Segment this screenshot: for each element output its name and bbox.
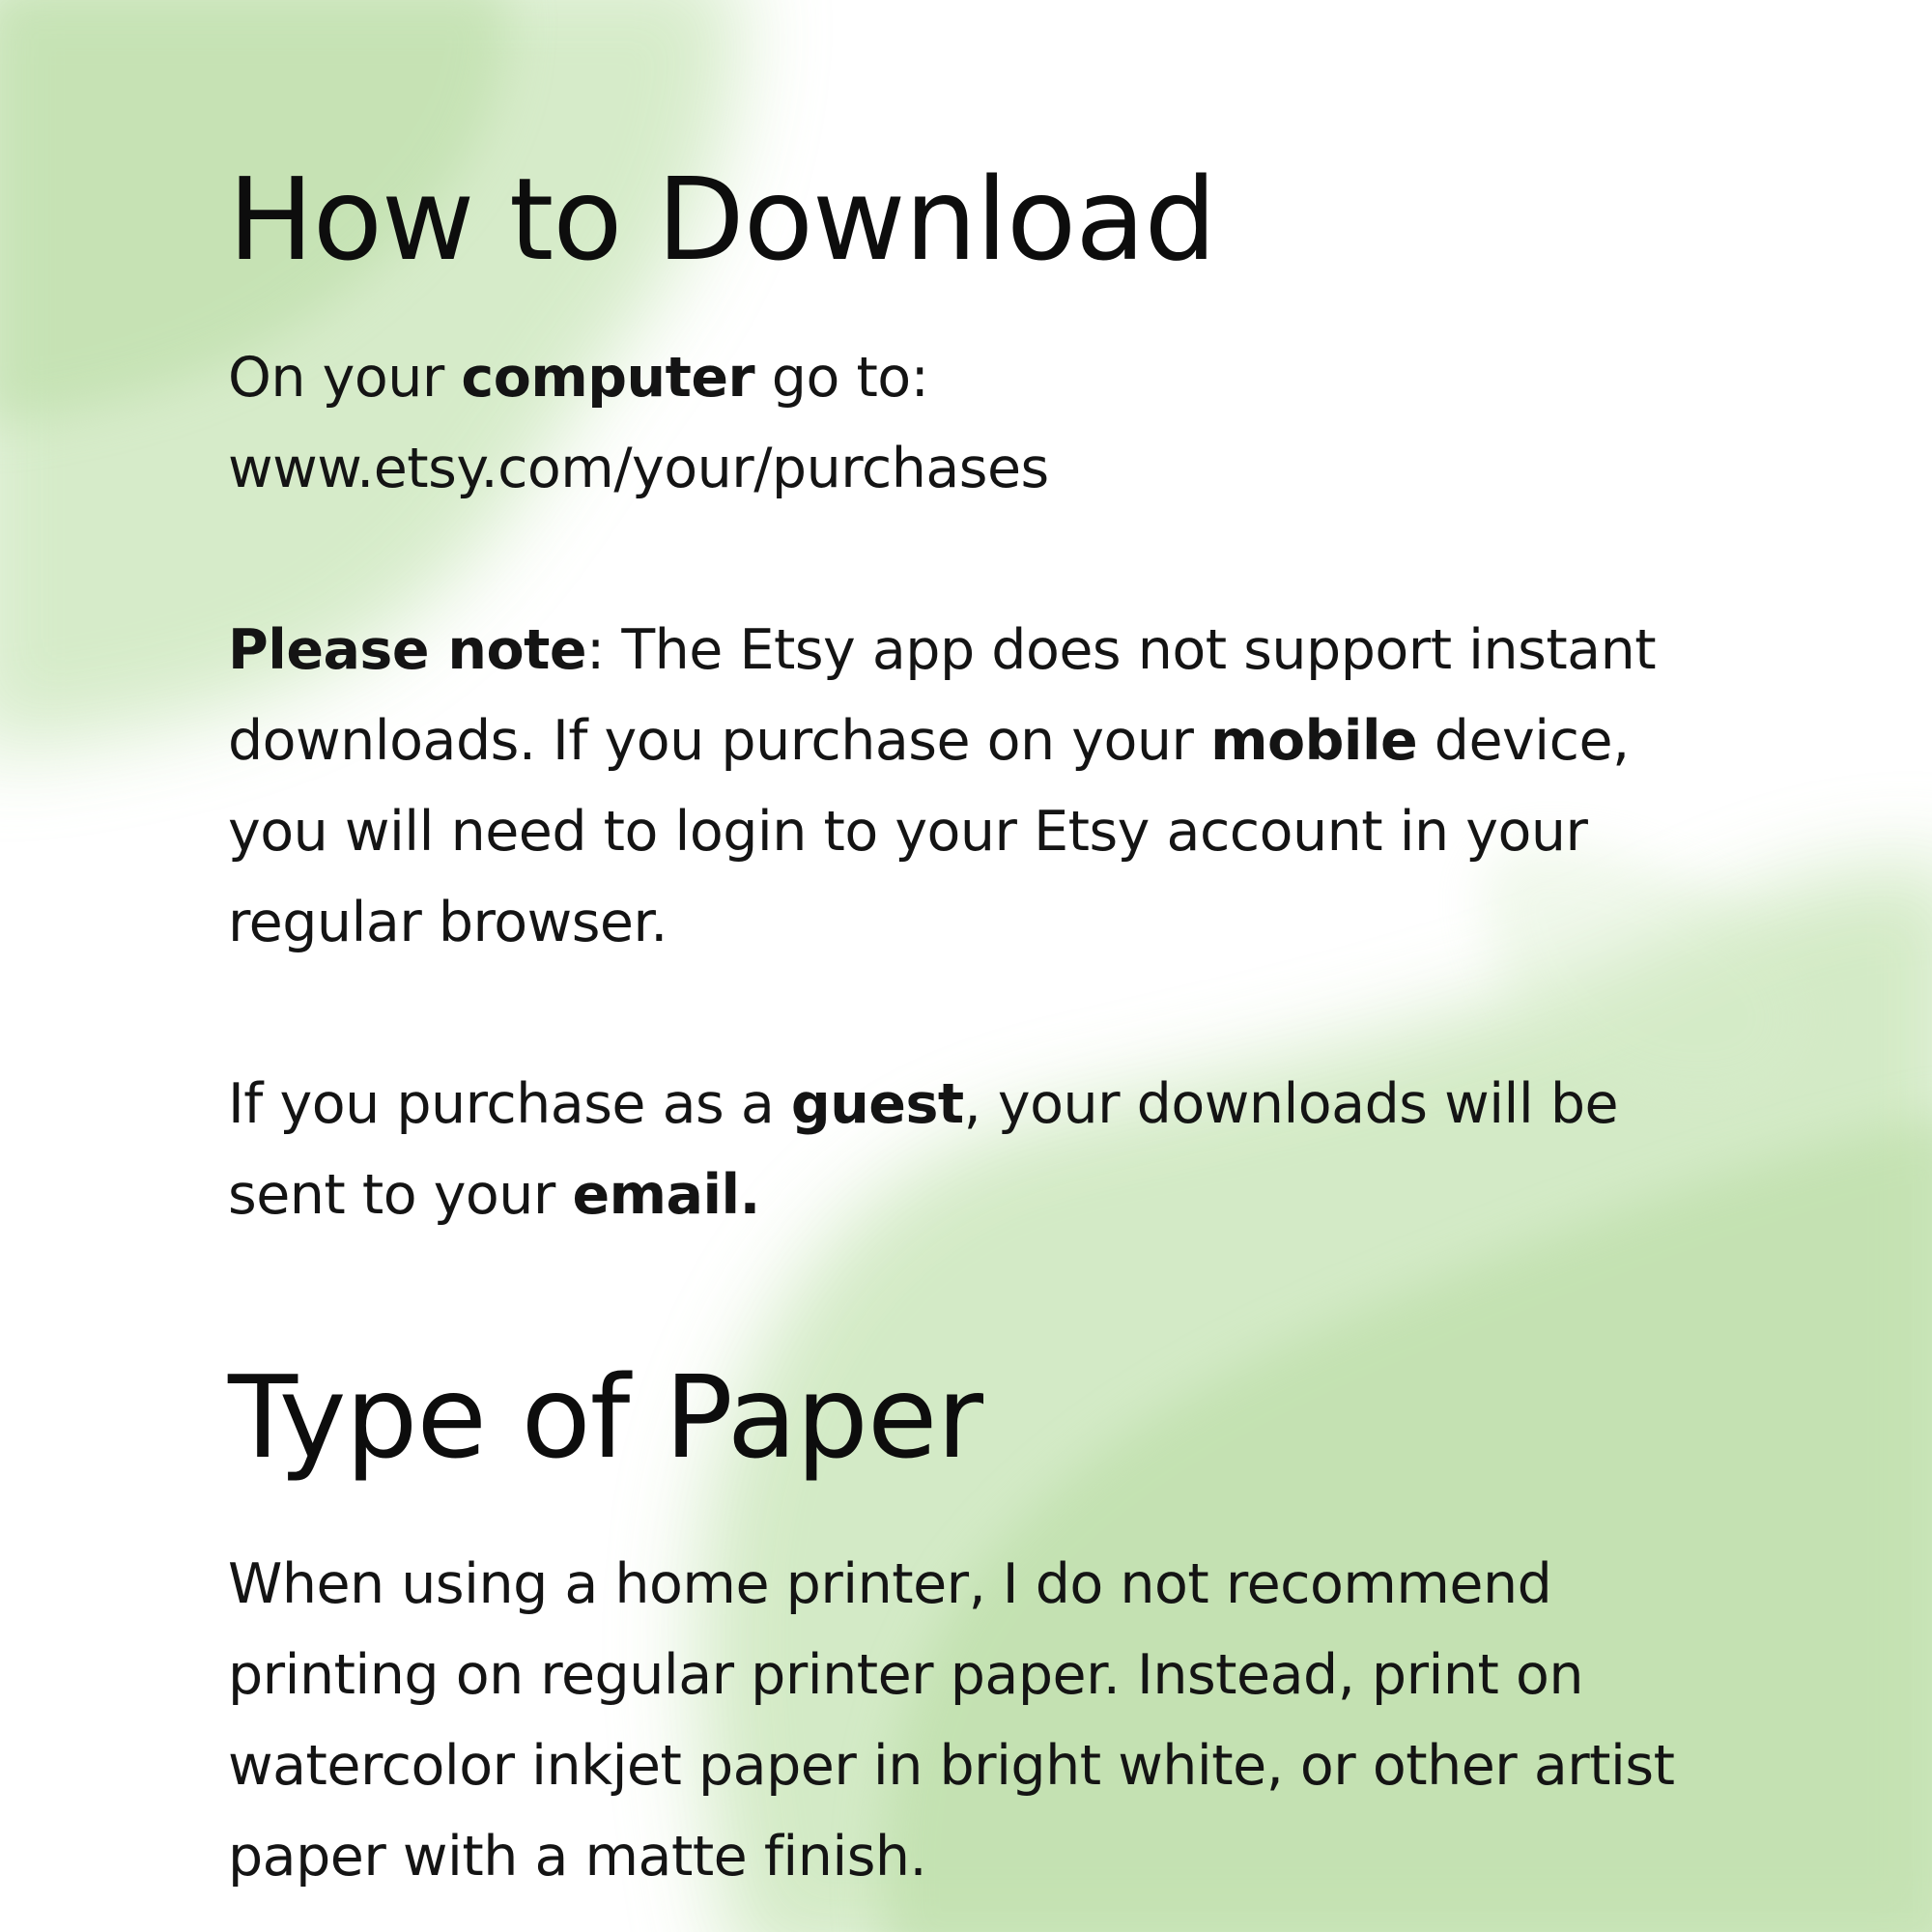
section-heading-how-to-download: How to Download [228,153,1216,286]
computer-line-prefix: On your [228,345,462,410]
computer-instruction [228,332,1735,514]
please-note-emphasis: Please note [228,617,587,682]
mobile-note [228,605,1735,968]
email-emphasis: email. [572,1162,760,1227]
guest-text-2: , your downloads will be sent to your [228,1071,1619,1227]
section-heading-type-of-paper: Type of Paper [228,1350,982,1484]
computer-line-suffix: go to: www.etsy.com/your/purchases [228,345,1049,500]
guest-text-1: If you purchase as a [228,1071,791,1136]
type-of-paper-section [228,1352,1735,1903]
computer-emphasis: computer [461,345,755,410]
guest-note [228,1059,1735,1240]
how-to-download-section [228,155,1735,1240]
note-text-2: device, you will need to login to your Etsy account in your regular browser. [228,708,1630,954]
content [228,155,1735,1902]
guest-emphasis: guest [790,1071,964,1136]
note-text-1: : The Etsy app does not support instant downloads. If you purchase on your [228,617,1657,773]
paper-recommendation: When using a home printer, I do not recommend printing on regular printer paper. Instead, print on watercolor inkjet paper in bright white, or other artist paper with a matte finish. [228,1552,1675,1889]
mobile-emphasis: mobile [1210,708,1418,773]
